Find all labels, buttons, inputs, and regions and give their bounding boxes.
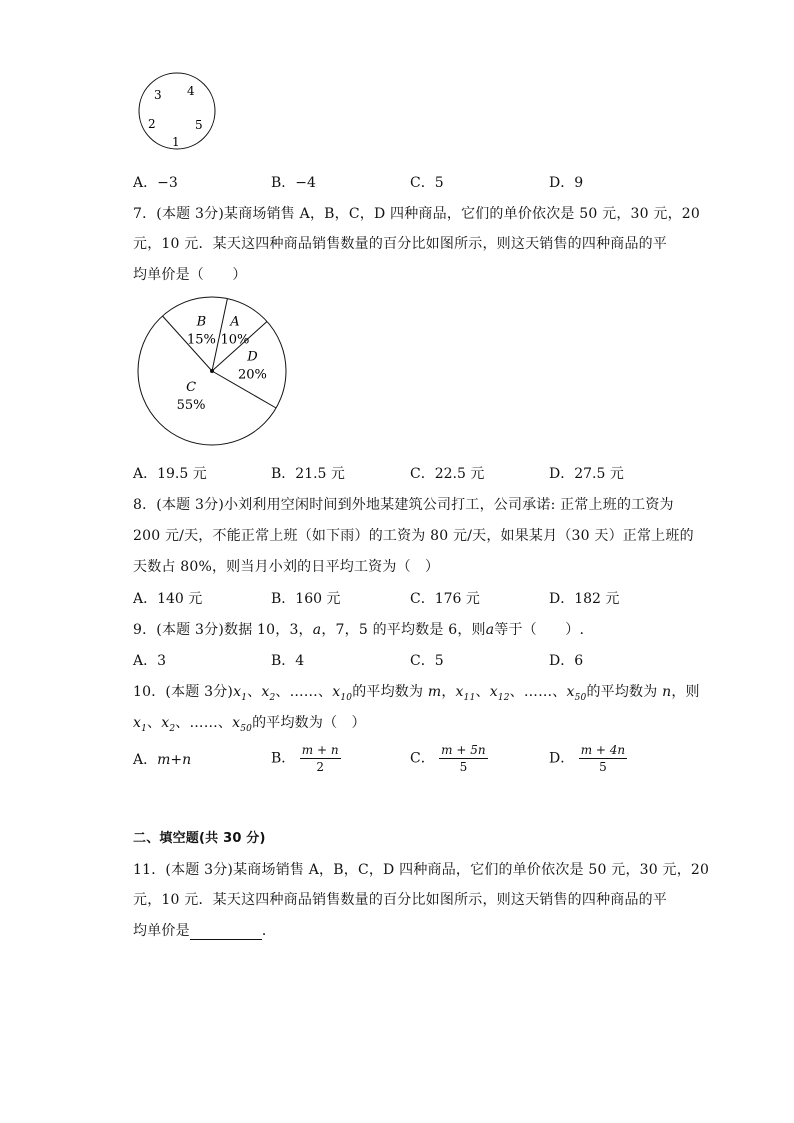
clock-number-5: 5 bbox=[195, 118, 203, 132]
q8-option-b[interactable]: B．160 元 bbox=[271, 591, 341, 607]
q7-line-1: 7．(本题 3分)某商场销售 A，B，C，D 四种商品，它们的单价依次是 50 元，30 元，20 bbox=[133, 206, 701, 222]
q10-x50: x bbox=[566, 684, 575, 700]
q10-x50b: x bbox=[232, 715, 241, 731]
q9-option-b[interactable]: B．4 bbox=[271, 653, 305, 669]
q10-sep: 、 bbox=[247, 684, 262, 700]
q9-question bbox=[133, 619, 584, 639]
q7-option-b[interactable]: B．21.5 元 bbox=[271, 466, 345, 482]
q10-prefix: 10．(本题 3分) bbox=[133, 684, 234, 700]
pie-label-b: B bbox=[196, 314, 207, 330]
q10-line1-end: ，则 bbox=[671, 684, 700, 700]
q10-sep: 、 bbox=[217, 715, 233, 731]
q10-option-d-fraction bbox=[579, 742, 627, 775]
q10-sub-1b: 1 bbox=[141, 723, 148, 734]
q10-option-b-fraction bbox=[300, 742, 341, 775]
q10-option-a[interactable] bbox=[133, 749, 191, 769]
clock-number-3: 3 bbox=[154, 88, 162, 102]
q10-sep: 、 bbox=[147, 715, 162, 731]
q10-x2b: x bbox=[161, 715, 170, 731]
pie-value-a: 10% bbox=[220, 332, 250, 348]
q8-option-d[interactable]: D．182 元 bbox=[549, 591, 620, 607]
q10-x2: x bbox=[261, 684, 270, 700]
pie-center-dot bbox=[210, 369, 214, 373]
q10-sub-50b: 50 bbox=[240, 723, 253, 734]
section-title: 二、填空题(共 30 分) bbox=[133, 831, 266, 846]
q11-line-3-post: ． bbox=[261, 923, 277, 939]
pie-value-b: 15% bbox=[187, 332, 216, 348]
q10-mid-3: 的平均数为 bbox=[586, 684, 658, 700]
clock-number-4: 4 bbox=[187, 84, 195, 98]
q10-sub-1: 1 bbox=[241, 692, 248, 703]
q10-option-b-num: m + n bbox=[301, 743, 339, 757]
q11-answer-blank[interactable] bbox=[190, 925, 262, 940]
q10-sub-11: 11 bbox=[463, 692, 476, 703]
q8-line-3: 天数占 80%，则当月小刘的日平均工资为（ ） bbox=[133, 559, 440, 575]
q10-option-a-expr: m+n bbox=[157, 752, 192, 768]
q10-option-a-label: A． bbox=[133, 752, 158, 768]
q8-line-2: 200 元/天，不能正常上班（如下雨）的工资为 80 元/天，如果某月（30 天）正常上班的 bbox=[133, 528, 694, 544]
q7-option-d[interactable]: D．27.5 元 bbox=[549, 466, 624, 482]
q10-option-d-label: D． bbox=[549, 750, 575, 767]
q8-line-1: 8．(本题 3分)小刘利用空闲时间到外地某建筑公司打工，公司承诺: 正常上班的工资为 bbox=[133, 497, 674, 513]
q10-x10: x bbox=[332, 684, 341, 700]
q10-m: m bbox=[427, 684, 442, 700]
q11-line-3 bbox=[133, 920, 276, 940]
q10-option-c-label: C． bbox=[410, 750, 435, 767]
pie-value-d: 20% bbox=[238, 367, 267, 383]
q10-n: n bbox=[662, 684, 672, 700]
q9-text-mid: ，7，5 的平均数是 6，则 bbox=[321, 622, 486, 638]
q10-option-c-den: 5 bbox=[459, 760, 468, 774]
q10-option-b[interactable] bbox=[271, 742, 341, 775]
pie-label-a: A bbox=[230, 314, 240, 330]
q9-text-post: 等于（ ）. bbox=[494, 622, 585, 638]
q10-line-1 bbox=[133, 681, 700, 703]
clock-figure bbox=[133, 72, 223, 156]
q10-mid-2: ， bbox=[441, 684, 456, 700]
q10-line-2 bbox=[133, 712, 366, 734]
q6-option-b[interactable]: B．−4 bbox=[271, 175, 316, 191]
q10-option-c-fraction bbox=[439, 742, 487, 775]
q10-sub-2b: 2 bbox=[169, 723, 176, 734]
q10-sep: 、 bbox=[318, 684, 333, 700]
q7-line-2: 元，10 元．某天这四种商品销售数量的百分比如图所示，则这天销售的四种商品的平 bbox=[133, 236, 668, 252]
clock-number-2: 2 bbox=[148, 117, 156, 131]
q10-sep: 、 bbox=[275, 684, 290, 700]
q10-x11: x bbox=[455, 684, 464, 700]
q10-dots: …… bbox=[189, 715, 218, 731]
q10-option-c[interactable] bbox=[410, 742, 488, 775]
q11-line-3-pre: 均单价是 bbox=[133, 923, 190, 939]
q11-line-1: 11．(本题 3分)某商场销售 A，B，C，D 四种商品，它们的单价依次是 50 元，30 元，20 bbox=[133, 862, 710, 878]
q10-x12: x bbox=[489, 684, 498, 700]
pie-chart bbox=[133, 296, 291, 446]
q10-x1: x bbox=[233, 684, 242, 700]
q10-sub-50: 50 bbox=[574, 692, 587, 703]
q11-line-2: 元，10 元．某天这四种商品销售数量的百分比如图所示，则这天销售的四种商品的平 bbox=[133, 892, 668, 908]
q10-option-d-den: 5 bbox=[599, 760, 607, 774]
clock-number-1: 1 bbox=[172, 135, 180, 149]
q9-var-a: a bbox=[312, 622, 322, 638]
q9-option-c[interactable]: C．5 bbox=[410, 653, 444, 669]
q10-sub-12: 12 bbox=[497, 692, 510, 703]
q9-option-a[interactable]: A．3 bbox=[133, 653, 167, 669]
q7-line-3: 均单价是（ ） bbox=[133, 267, 247, 283]
q10-sep: 、 bbox=[175, 715, 190, 731]
q7-option-c[interactable]: C．22.5 元 bbox=[410, 466, 485, 482]
pie-value-c: 55% bbox=[176, 397, 206, 413]
q10-option-c-num: m + 5n bbox=[441, 743, 486, 757]
q6-option-a[interactable]: A．−3 bbox=[133, 175, 178, 191]
pie-label-c: C bbox=[186, 379, 197, 395]
q10-option-d[interactable] bbox=[549, 742, 627, 775]
q9-text-pre: 9．(本题 3分)数据 10，3， bbox=[133, 622, 313, 638]
q8-option-c[interactable]: C．176 元 bbox=[410, 591, 480, 607]
q9-var-a-2: a bbox=[485, 622, 495, 638]
q10-sub-10: 10 bbox=[340, 692, 353, 703]
q10-x1b: x bbox=[133, 715, 142, 731]
q7-option-a[interactable]: A．19.5 元 bbox=[133, 466, 207, 482]
q10-sub-2: 2 bbox=[269, 692, 276, 703]
q10-option-b-den: 2 bbox=[316, 760, 324, 774]
q10-sep: 、 bbox=[509, 684, 524, 700]
q10-option-b-label: B． bbox=[271, 750, 296, 767]
q6-option-d[interactable]: D．9 bbox=[549, 175, 584, 191]
pie-label-d: D bbox=[247, 349, 258, 365]
q10-dots: …… bbox=[523, 684, 553, 700]
q8-option-a[interactable]: A．140 元 bbox=[133, 591, 203, 607]
q9-option-d[interactable]: D．6 bbox=[549, 653, 584, 669]
q10-dots: …… bbox=[289, 684, 319, 700]
q10-sep: 、 bbox=[552, 684, 567, 700]
q10-sep: 、 bbox=[475, 684, 490, 700]
q10-mid-1: 的平均数为 bbox=[352, 684, 424, 700]
q6-option-c[interactable]: C．5 bbox=[410, 175, 444, 191]
q10-line2-end: 的平均数为（ ） bbox=[252, 715, 366, 731]
q10-option-d-num: m + 4n bbox=[580, 743, 626, 757]
